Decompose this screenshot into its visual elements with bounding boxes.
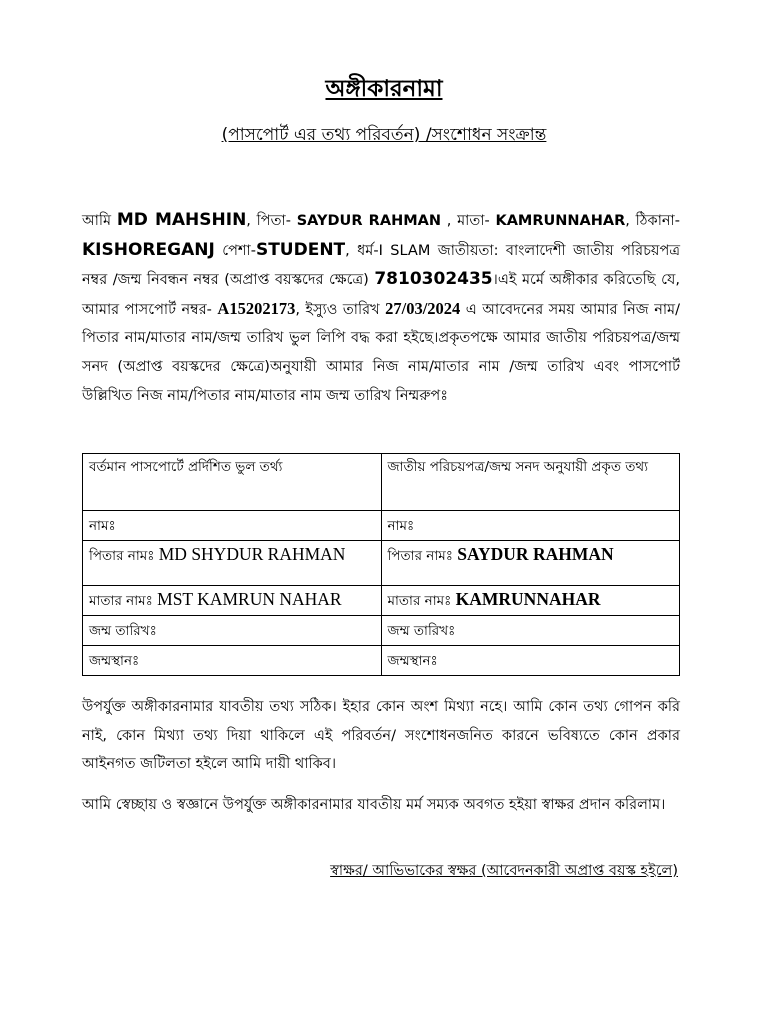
table-cell (381, 586, 680, 616)
cell-label: মাতার নামঃ (89, 593, 158, 609)
table-cell (83, 511, 382, 541)
table-cell (381, 541, 680, 586)
header-wrong-info: বর্তমান পাসপোর্টে প্রর্দিশিত ভুল তর্থ্য (83, 454, 382, 511)
cell-label: পিতার নামঃ (387, 548, 458, 564)
header-correct-info: জাতীয় পরিচয়পত্র/জম্ম সনদ অনুযায়ী প্রকৃত তথ্য (381, 454, 680, 511)
issue-date: 27/03/2024 (385, 298, 461, 318)
mother-name: KAMRUNNAHAR (495, 213, 626, 229)
table-cell (381, 646, 680, 676)
cell-label: নামঃ (387, 518, 415, 534)
text-segment: , ধর্ম- (345, 242, 379, 259)
table-row (83, 616, 680, 646)
table-row (83, 586, 680, 616)
correction-table (82, 453, 680, 676)
cell-label: মাতার নামঃ (387, 593, 456, 609)
cell-value: SAYDUR RAHMAN (457, 544, 614, 564)
text-segment: , ইস্যুও তারিখ (295, 301, 386, 318)
consent-paragraph: আমি স্বেচ্ছায় ও স্বজ্ঞানে উপর্যুক্ত অঙ্গীকারনামার যাবতীয় মর্ম সম্যক অবগত হইয়া স্বাক্ষর প্রদান করিলাম। (82, 797, 666, 813)
text-segment: পেশা- (214, 242, 256, 259)
table-cell (83, 541, 382, 586)
table-cell (83, 586, 382, 616)
profession-value: STUDENT (255, 239, 346, 260)
cell-label: জম্মস্থানঃ (387, 653, 438, 669)
table-cell (381, 511, 680, 541)
father-name: SAYDUR RAHMAN (296, 213, 441, 229)
cell-label: জম্ম তারিখঃ (89, 623, 157, 639)
cell-label: পিতার নামঃ (89, 548, 159, 564)
text-segment: এ আবেদনের সময় আমার নিজ নাম/পিতার নাম/মাতার নাম/জম্ম তারিখ ভুল লিপি বদ্ধ করা হইছে।প্রকৃতপক্ষে আমার জাতীয় পরিচয়পত্র/জম্ম সনদ (অপ্রাপ্ত বয়স্কদের ক্ষেত্রে)অনুযায়ী আমার নিজ নাম/মাতার নাম /জম্ম তারিখ এবং পাসপোর্ট উল্লিখিত নিজ নাম/পিতার নাম/মাতার নাম জম্ম তারিখ নিম্মরুপঃ (82, 301, 680, 404)
text-segment: জাতীয়তা: বাংলাদেশী জাতীয় পরিচয়পত্র নম্বর /জম্ম নিবন্ধন নম্বর (অপ্রাপ্ত বয়স্কদের ক্ষেত্রে) (82, 242, 680, 289)
table-row (83, 511, 680, 541)
table-header-row (83, 454, 680, 511)
declaration-paragraph (82, 206, 680, 410)
table-row (83, 541, 680, 586)
applicant-name: MD MAHSHIN (116, 210, 247, 230)
passport-number: A15202173 (217, 298, 296, 318)
address-value: KISHOREGANJ (82, 239, 215, 260)
table-cell (83, 616, 382, 646)
text-segment: আমি (82, 213, 117, 229)
table-row (83, 646, 680, 676)
cell-value: MST KAMRUN NAHAR (157, 589, 342, 609)
text-segment: , পিতা- (246, 213, 297, 229)
table-cell (381, 616, 680, 646)
cell-label: জম্মস্থানঃ (89, 653, 140, 669)
truth-declaration-paragraph: উপর্যুক্ত অঙ্গীকারনামার যাবতীয় তথ্য সঠিক। ইহার কোন অংশ মিথ্যা নহে। আমি কোন তথ্য গোপন করি নাই, কোন মিথ্যা তথ্য দিয়া থাকিলে এই পরিবর্তন/ সংশোধনজনিত কারনে ভবিষ্যতে কোন প্রকার আইনগত জটিলতা হইলে আমি দায়ী থাকিব। (82, 699, 680, 773)
signature-line: স্বাক্ষর/ আভিভাকের স্বক্ষর (আবেদনকারী অপ্রাপ্ত বয়স্ক হইলে) (330, 863, 678, 879)
text-segment: , ঠিকানা- (625, 213, 680, 229)
cell-label: জম্ম তারিখঃ (387, 623, 456, 639)
document-title: অঙ্গীকারনামা (325, 76, 443, 102)
text-segment: , মাতা- (441, 213, 496, 229)
cell-value: KAMRUNNAHAR (455, 589, 601, 609)
cell-label: নামঃ (89, 518, 116, 534)
cell-value: MD SHYDUR RAHMAN (158, 544, 346, 564)
table-cell (83, 646, 382, 676)
document-subtitle: (পাসপোর্ট এর তথ্য পরিবর্তন) /সংশোধন সংক্রান্ত (221, 125, 547, 145)
nid-number: 7810302435 (374, 269, 493, 290)
religion-value: I SLAM (378, 242, 431, 259)
text-segment: ।এই মর্মে অঙ্গীকার করিতেছি যে, আমার পাসপোর্ট নম্বর- (82, 272, 680, 318)
